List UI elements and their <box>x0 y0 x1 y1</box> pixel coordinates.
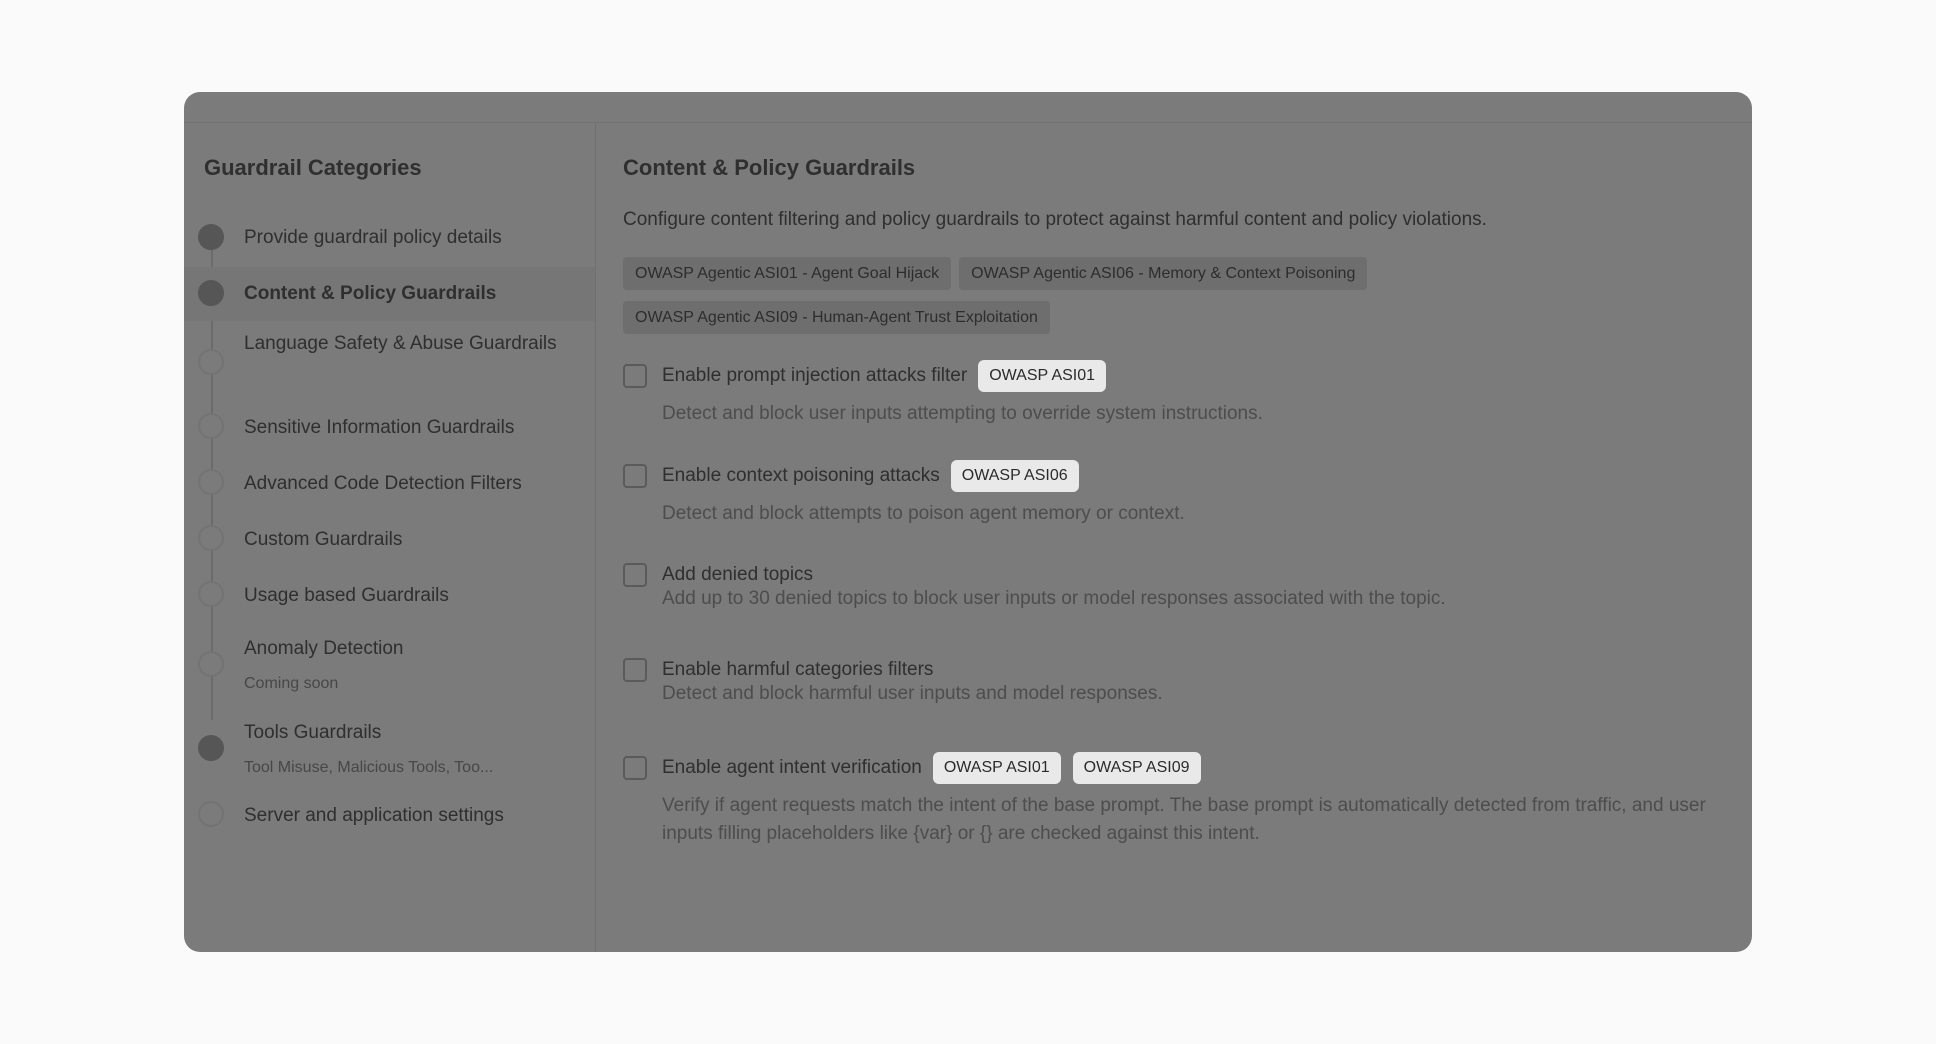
step-label: Anomaly Detection <box>244 638 404 659</box>
step-completed-icon <box>198 735 224 761</box>
owasp-tag-list <box>623 257 1683 345</box>
option-description: Add up to 30 denied topics to block user inputs or model responses associated with the topic. <box>662 588 1446 609</box>
step-pending-icon <box>198 801 224 827</box>
owasp-tag: OWASP Agentic ASI09 - Human-Agent Trust Exploitation <box>623 301 1050 334</box>
option-label: Enable context poisoning attacks <box>662 465 940 486</box>
step-sublabel: Tool Misuse, Malicious Tools, Too... <box>244 759 494 776</box>
step-provide-policy-details[interactable] <box>184 211 595 265</box>
option-description: Detect and block harmful user inputs and model responses. <box>662 683 1163 704</box>
option-description: Detect and block user inputs attempting to override system instructions. <box>662 403 1263 424</box>
step-content-policy-guardrails[interactable] <box>184 267 595 321</box>
option-description: Verify if agent requests match the intent of the base prompt. The base prompt is automatically detected from traffic, and user inputs filling placeholders like {var} or {} are checked against this intent. <box>662 795 1706 844</box>
sidebar-title: Guardrail Categories <box>204 155 422 180</box>
step-label: Language Safety & Abuse Guardrails <box>244 333 557 354</box>
option-label: Enable agent intent verification <box>662 757 922 778</box>
agent-intent-checkbox[interactable] <box>623 756 647 780</box>
step-custom-guardrails[interactable] <box>184 513 595 563</box>
step-advanced-code-detection[interactable] <box>184 457 595 507</box>
step-pending-icon <box>198 651 224 677</box>
owasp-badge: OWASP ASI01 <box>978 360 1106 392</box>
step-label: Custom Guardrails <box>244 529 403 550</box>
step-pending-icon <box>198 525 224 551</box>
step-language-safety[interactable] <box>184 323 595 393</box>
option-description: Detect and block attempts to poison agent memory or context. <box>662 503 1185 524</box>
step-label: Tools Guardrails <box>244 722 382 743</box>
owasp-badge: OWASP ASI06 <box>951 460 1079 492</box>
step-pending-icon <box>198 581 224 607</box>
main-content <box>596 123 1752 952</box>
step-completed-icon <box>198 224 224 250</box>
step-pending-icon <box>198 469 224 495</box>
sidebar <box>184 123 596 952</box>
step-pending-icon <box>198 413 224 439</box>
owasp-badge: OWASP ASI09 <box>1073 752 1201 784</box>
page-description: Configure content filtering and policy guardrails to protect against harmful content and policy violations. <box>623 209 1487 230</box>
owasp-tag: OWASP Agentic ASI01 - Agent Goal Hijack <box>623 257 951 290</box>
option-label: Enable prompt injection attacks filter <box>662 365 968 386</box>
panel-header <box>184 92 1752 123</box>
owasp-tag: OWASP Agentic ASI06 - Memory & Context Poisoning <box>959 257 1367 290</box>
step-sublabel: Coming soon <box>244 675 339 692</box>
step-usage-based-guardrails[interactable] <box>184 569 595 619</box>
step-current-icon <box>198 280 224 306</box>
step-label: Provide guardrail policy details <box>244 227 502 248</box>
option-label: Add denied topics <box>662 564 814 585</box>
option-label: Enable harmful categories filters <box>662 659 934 680</box>
step-label: Usage based Guardrails <box>244 585 449 606</box>
prompt-injection-checkbox[interactable] <box>623 364 647 388</box>
harmful-categories-checkbox[interactable] <box>623 658 647 682</box>
step-sensitive-information[interactable] <box>184 401 595 451</box>
step-label: Server and application settings <box>244 805 504 826</box>
step-pending-icon <box>198 349 224 375</box>
guardrail-config-panel <box>184 92 1752 952</box>
page-title: Content & Policy Guardrails <box>623 155 916 180</box>
denied-topics-checkbox[interactable] <box>623 563 647 587</box>
step-label: Sensitive Information Guardrails <box>244 417 515 438</box>
owasp-badge: OWASP ASI01 <box>933 752 1061 784</box>
step-label: Advanced Code Detection Filters <box>244 473 522 494</box>
step-label: Content & Policy Guardrails <box>244 283 497 304</box>
context-poisoning-checkbox[interactable] <box>623 464 647 488</box>
step-server-application-settings[interactable] <box>184 789 595 839</box>
